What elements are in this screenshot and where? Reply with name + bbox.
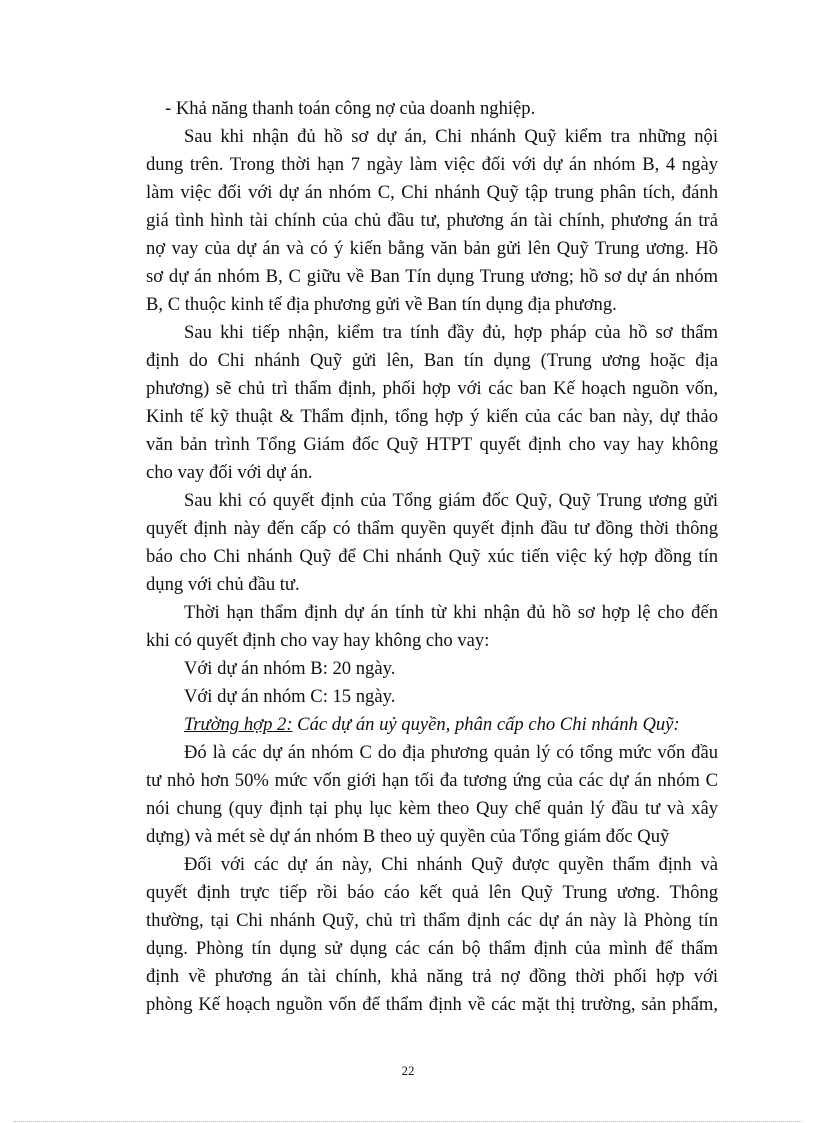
text-line: Đó là các dự án nhóm C do địa phương quản lý có tổng mức vốn đầu bbox=[184, 742, 718, 763]
section-heading-label: Trường hợp 2: bbox=[184, 714, 293, 735]
text-line: dung trên. Trong thời hạn 7 ngày làm việc đối với dự án nhóm B, 4 ngày bbox=[146, 154, 718, 175]
text-line: quyết định này đến cấp có thẩm quyền quyết định đầu tư đồng thời thông bbox=[146, 518, 718, 539]
text-line-bullet: - Khả năng thanh toán công nợ của doanh nghiệp. bbox=[165, 98, 536, 119]
text-line: phương) sẽ chủ trì thẩm định, phối hợp với các ban Kế hoạch nguồn vốn, bbox=[146, 378, 718, 399]
section-heading bbox=[184, 711, 718, 739]
text-line: Sau khi tiếp nhận, kiểm tra tính đầy đủ, hợp pháp của hồ sơ thẩm bbox=[184, 322, 718, 343]
text-line: khi có quyết định cho vay hay không cho vay: bbox=[146, 630, 490, 651]
text-line: văn bản trình Tổng Giám đốc Quỹ HTPT quyết định cho vay hay không bbox=[146, 434, 718, 455]
text-line: dụng. Phòng tín dụng sử dụng các cán bộ thẩm định của mình để thẩm bbox=[146, 938, 718, 959]
text-line: sơ dự án nhóm B, C giữu về Ban Tín dụng Trung ương; hồ sơ dự án nhóm bbox=[146, 266, 718, 287]
text-line: làm việc đối với dự án nhóm C, Chi nhánh Quỹ tập trung phân tích, đánh bbox=[146, 182, 718, 203]
text-line: nợ vay của dự án và có ý kiến bằng văn bản gửi lên Quỹ Trung ương. Hồ bbox=[146, 238, 718, 259]
text-line: phòng Kế hoạch nguồn vốn để thẩm định về các mặt thị trường, sản phẩm, bbox=[146, 994, 718, 1015]
page-number: 22 bbox=[401, 1063, 415, 1078]
text-line: Kinh tế kỹ thuật & Thẩm định, tổng hợp ý kiến của các ban này, dự thảo bbox=[146, 406, 718, 427]
text-line: Sau khi có quyết định của Tổng giám đốc Quỹ, Quỹ Trung ương gửi bbox=[184, 490, 718, 511]
text-line: dụng với chủ đầu tư. bbox=[146, 574, 300, 595]
text-line: Sau khi nhận đủ hồ sơ dự án, Chi nhánh Quỹ kiểm tra những nội bbox=[184, 126, 718, 147]
text-line: thường, tại Chi nhánh Quỹ, chủ trì thẩm định các dự án này là Phòng tín bbox=[146, 910, 718, 931]
text-line: B, C thuộc kinh tế địa phương gửi về Ban tín dụng địa phương. bbox=[146, 294, 617, 315]
text-line: báo cho Chi nhánh Quỹ để Chi nhánh Quỹ xúc tiến việc ký hợp đồng tín bbox=[146, 546, 718, 567]
text-line: Đối với các dự án này, Chi nhánh Quỹ được quyền thẩm định và bbox=[184, 854, 718, 875]
page-bottom-divider bbox=[14, 1121, 802, 1122]
text-line: tư nhỏ hơn 50% mức vốn giới hạn tối đa tương ứng của các dự án nhóm C bbox=[146, 770, 718, 791]
text-line: cho vay đối với dự án. bbox=[146, 462, 313, 483]
section-heading-text: Các dự án uỷ quyền, phân cấp cho Chi nhánh Quỹ: bbox=[292, 714, 680, 735]
text-line: giá tình hình tài chính của chủ đầu tư, phương án tài chính, phương án trả bbox=[146, 210, 718, 231]
text-line: Với dự án nhóm C: 15 ngày. bbox=[184, 686, 396, 707]
text-line: quyết định trực tiếp rồi báo cáo kết quả lên Quỹ Trung ương. Thông bbox=[146, 882, 718, 903]
text-line: dựng) và mét sè dự án nhóm B theo uỷ quyền của Tổng giám đốc Quỹ bbox=[146, 826, 670, 847]
text-line: nói chung (quy định tại phụ lục kèm theo Quy chế quản lý đầu tư và xây bbox=[146, 798, 718, 819]
text-line: Với dự án nhóm B: 20 ngày. bbox=[184, 658, 396, 679]
text-line: định về phương án tài chính, khả năng trả nợ đồng thời phối hợp với bbox=[146, 966, 718, 987]
text-line: định do Chi nhánh Quỹ gửi lên, Ban tín dụng (Trung ương hoặc địa bbox=[146, 350, 718, 371]
text-line: Thời hạn thẩm định dự án tính từ khi nhận đủ hồ sơ hợp lệ cho đến bbox=[184, 602, 718, 623]
